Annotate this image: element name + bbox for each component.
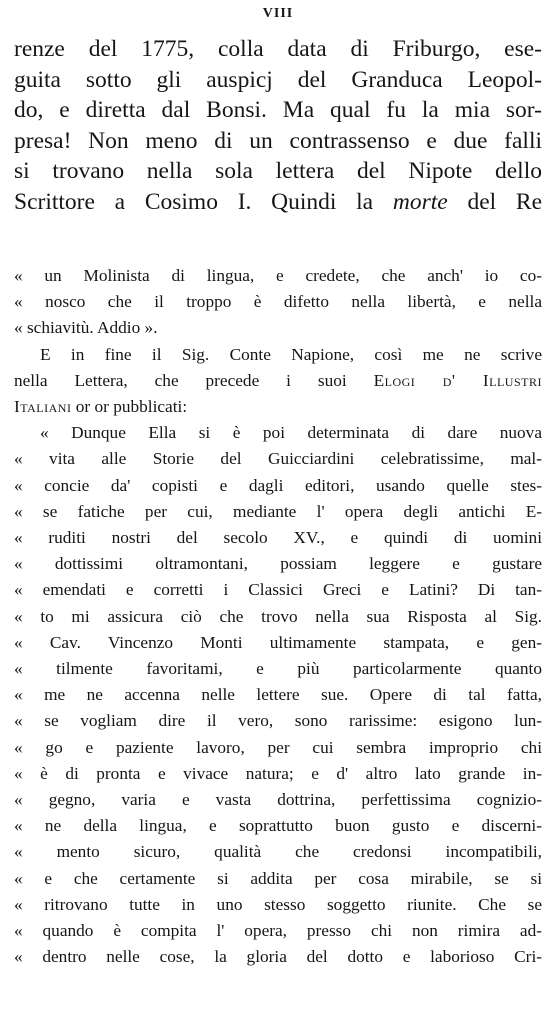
quote-line: « quando è compita l' opera, presso chi non rimira ad- [14, 921, 542, 941]
quote-line: « Cav. Vincenzo Monti ultimamente stampata, e gen- [14, 632, 542, 652]
main-text-fragment: Scrittore a Cosimo I. Quindi la [14, 188, 374, 215]
footnote-line: « un Molinista di lingua, e credete, che anch' io co- [14, 266, 542, 285]
quote-line: « ne della lingua, e soprattutto buon gusto e discerni- [14, 816, 542, 836]
quote-line: « se vogliam dire il vero, sono rarissime: esigono lun- [14, 711, 542, 731]
quote-line: « go e paziente lavoro, per cui sembra improprio chi [14, 737, 542, 757]
quote-line: « concie da' copisti e dagli editori, usando quelle stes- [14, 475, 542, 495]
main-text-line: presa! Non meno di un contrassenso e due falli [14, 127, 542, 154]
footnote-line: E in fine il Sig. Conte Napione, così me ne scrive [40, 344, 542, 364]
page-number: VIII [262, 6, 294, 21]
quote-line: « dentro nelle cose, la gloria del dotto e laborioso Cri- [14, 947, 542, 967]
quote-line: « vita alle Storie del Guicciardini celebratissime, mal- [14, 449, 542, 469]
quote-line: « to mi assicura ciò che trovo nella sua Risposta al Sig. [14, 606, 542, 626]
italic-word: morte [392, 188, 448, 215]
quote-line: « dottissimi oltramontani, possiam leggere e gustare [14, 554, 542, 574]
main-text-line: do, e diretta dal Bonsi. Ma qual fu la mia sor- [14, 97, 542, 123]
quote-line: « gegno, varia e vasta dottrina, perfettissima cognizio- [14, 790, 542, 810]
quote-line: « ruditi nostri del secolo XV., e quindi di uomini [14, 528, 542, 548]
quote-line: « e che certamente si addita per cosa mirabile, se si [14, 868, 542, 888]
small-caps-title: Italiani [14, 397, 72, 417]
main-text-line: guita sotto gli auspicj del Granduca Leopol- [14, 66, 542, 93]
main-text-fragment: del Re [467, 188, 543, 215]
quote-line: « ritrovano tutte in uno stesso soggetto riunite. Che se [14, 894, 542, 914]
quote-line: « emendati e corretti i Classici Greci e Latini? Di tan- [14, 580, 542, 600]
small-caps-title: Elogi d' Illustri [373, 370, 542, 390]
main-text-line: si trovano nella sola lettera del Nipote dello [14, 158, 542, 184]
footnote-line [14, 394, 542, 420]
footnote-line: « nosco che il troppo è difetto nella libertà, e nella [14, 292, 542, 312]
quote-line: « se fatiche per cui, mediante l' opera degli antichi E- [14, 501, 542, 521]
footnote-line: « schiavitù. Addio ». [14, 318, 158, 338]
main-text-line [14, 187, 542, 218]
main-text [14, 34, 542, 217]
quote-line: « mento sicuro, qualità che credonsi incompatibili, [14, 842, 542, 862]
quote-line: « è di pronta e vivace natura; e d' altro lato grande in- [14, 763, 542, 783]
footnote-fragment: or or pubblicati: [75, 397, 188, 417]
main-text-line: renze del 1775, colla data di Friburgo, ese- [14, 36, 542, 62]
quote-line: « Dunque Ella si è poi determinata di dare nuova [40, 423, 542, 443]
quote-line: « me ne accenna nelle lettere sue. Opere di tal fatta, [14, 685, 542, 705]
footnote-fragment: nella Lettera, che precede i suoi [14, 370, 347, 390]
quote-line: « tilmente favoritami, e più particolarmente quanto [14, 659, 542, 679]
footnote-text [14, 263, 542, 970]
footnote-line [14, 368, 542, 394]
